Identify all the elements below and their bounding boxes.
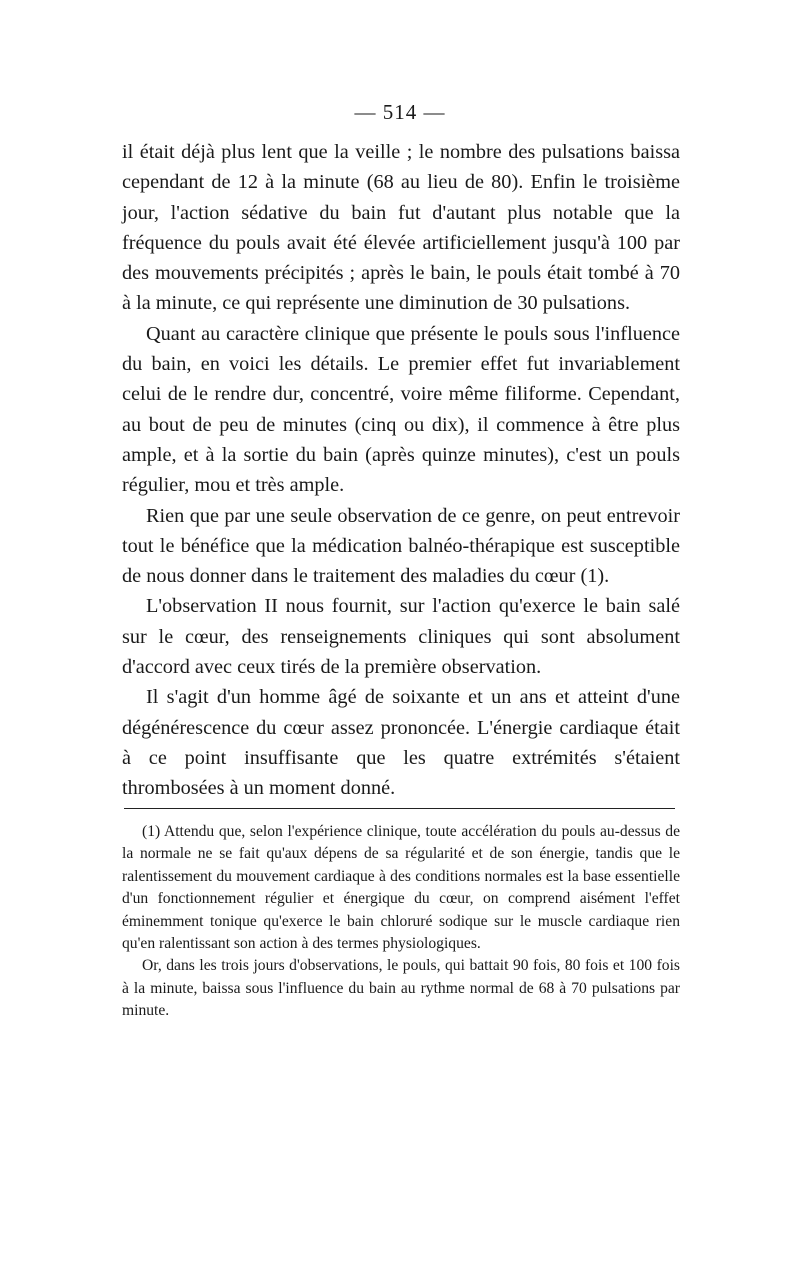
paragraph-patient: Il s'agit d'un homme âgé de soixante et un ans et atteint d'une dégénérescence du cœur assez prononcée. L'énergie cardiaque était à ce point insuffisante que les quatre extrémités s'étaient thrombosées à un moment donné. — [122, 686, 680, 800]
footnotes — [122, 821, 680, 1023]
paragraph-observation-ii: L'observation II nous fournit, sur l'action qu'exerce le bain salé sur le cœur, des renseignements cliniques qui sont absolument d'accord avec ceux tirés de la première observation. — [122, 595, 680, 679]
paragraph-pulse-character: Quant au caractère clinique que présente le pouls sous l'influence du bain, en voici les détails. Le premier effet fut invariablement celui de le rendre dur, concentré, voire même filiforme. Cependant, au bout de peu de minutes (cinq ou dix), il commence à être plus ample, et à la sortie du bain (après quinze minutes), c'est un pouls régulier, mou et très ample. — [122, 322, 680, 497]
footnote-1: (1) Attendu que, selon l'expérience clinique, toute accélération du pouls au-dessus de la normale ne se fait qu'aux dépens de sa régularité et de son énergie, tandis que le ralentissement du mouvement cardiaque à des conditions normales est la base essentielle d'un fonctionnement régulier et énergique du cœur, on comprend aisément l'effet éminemment tonique qu'exerce le bain chloruré sodique sur le muscle cardiaque rien qu'en ralentissant son action à des termes physiologiques. — [122, 823, 680, 953]
footnote-divider — [124, 808, 675, 809]
paragraph-benefit: Rien que par une seule observation de ce genre, on peut entrevoir tout le bénéfice que la médication balnéo-thérapique est susceptible de nous donner dans le traitement des maladies du cœur (1). — [122, 504, 680, 588]
page-number: — 514 — — [354, 100, 446, 124]
paragraph-continuation: il était déjà plus lent que la veille ; le nombre des pulsations baissa cependant de 12 à la minute (68 au lieu de 80). Enfin le troisième jour, l'action sédative du bain fut d'autant plus notable que la fréquence du pouls avait été élevée artificiellement jusqu'à 100 par des mouvements précipités ; après le bain, le pouls était tombé à 70 à la minute, ce qui représente une diminution de 30 pulsations. — [122, 141, 680, 315]
body-text — [122, 137, 680, 804]
footnote-1-continued: Or, dans les trois jours d'observations, le pouls, qui battait 90 fois, 80 fois et 100 fois à la minute, baissa sous l'influence du bain au rythme normal de 68 à 70 pulsations par minute. — [122, 957, 680, 1020]
